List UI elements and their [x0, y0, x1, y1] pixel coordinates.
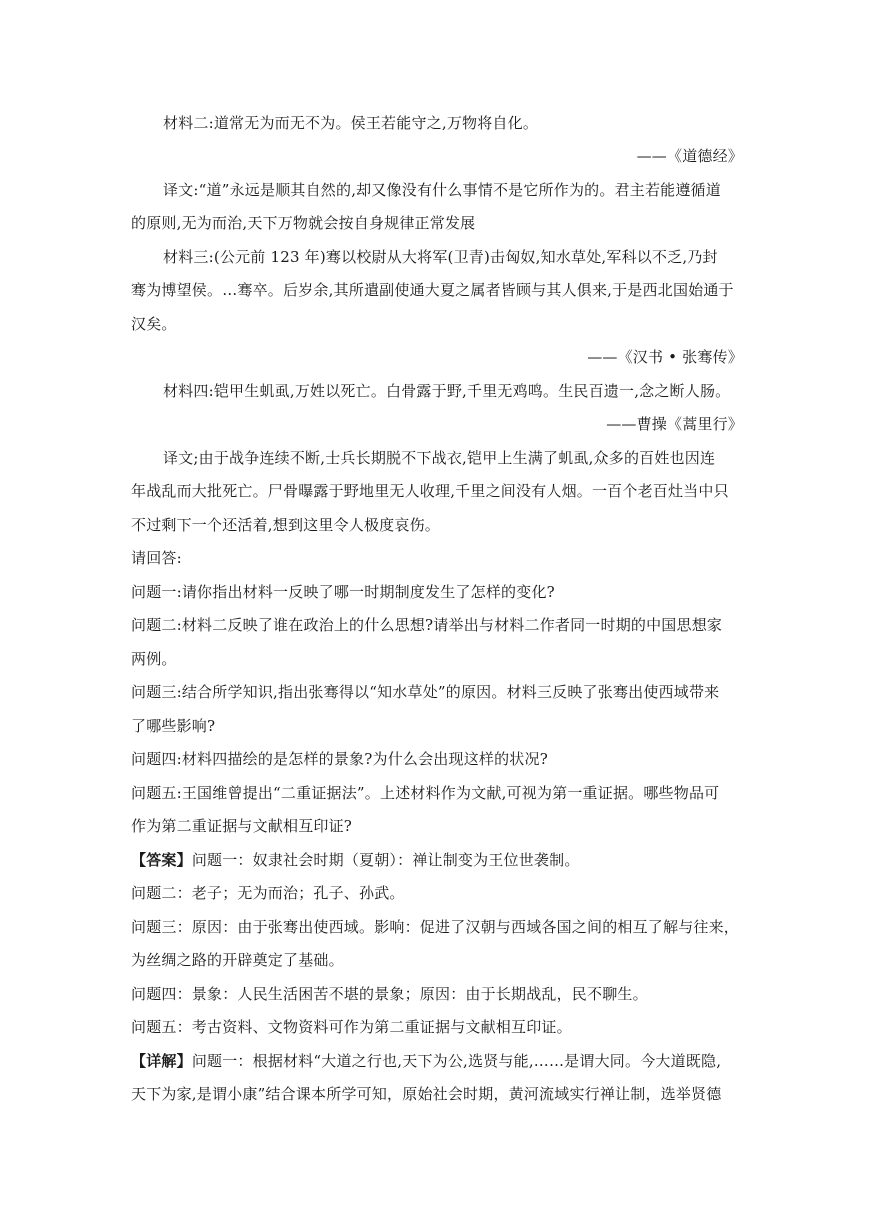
detail-line-1-text: 问题一：根据材料“大道之行也,天下为公,选贤与能,……是谓大同。今大道既隐, — [191, 1052, 722, 1070]
answer-one — [131, 849, 743, 871]
detail-line-2: 天下为家,是谓小康”结合课本所学可知，原始社会时期，黄河流域实行禅让制，选举贤德 — [131, 1085, 722, 1103]
answer-three-line-1: 问题三：原因：由于张骞出使西域。影响：促进了汉朝与西域各国之间的相互了解与往来， — [131, 918, 740, 936]
answer-one-text: 问题一：奴隶社会时期（夏朝）：禅让制变为王位世袭制。 — [191, 851, 580, 869]
translation-two-line-1: 译文:“道”永远是顺其自然的,却又像没有什么事情不是它所作为的。君主若能遵循道 — [163, 181, 721, 199]
answer-two: 问题二：老子；无为而治；孔子、孙武。 — [131, 884, 405, 902]
material-two-text: 材料二:道常无为而无不为。侯王若能守之,万物将自化。 — [163, 114, 539, 132]
translation-four-line-1: 译文;由于战争连续不断,士兵长期脱不下战衣,铠甲上生满了虮虱,众多的百姓也因连 — [163, 449, 716, 467]
translation-four-line-2: 年战乱而大批死亡。尸骨曝露于野地里无人收理,千里之间没有人烟。一百个老百灶当中只 — [131, 482, 729, 500]
question-four: 问题四:材料四描绘的是怎样的景象?为什么会出现这样的状况? — [131, 750, 548, 768]
question-five-line-2: 作为第二重证据与文献相互印证? — [131, 817, 353, 835]
question-one: 问题一:请你指出材料一反映了哪一时期制度发生了怎样的变化? — [131, 583, 555, 601]
please-answer: 请回答: — [131, 549, 182, 567]
source-haolixing: ——曹操《蒿里行》 — [606, 415, 743, 433]
answer-five: 问题五：考古资料、文物资料可作为第二重证据与文献相互印证。 — [131, 1018, 572, 1036]
question-three-line-2: 了哪些影响? — [131, 717, 216, 735]
question-three-line-1: 问题三:结合所学知识,指出张骞得以“知水草处”的原因。材料三反映了张骞出使西域带来 — [131, 683, 720, 701]
question-two-line-1: 问题二:材料二反映了谁在政治上的什么思想?请举出与材料二作者同一时期的中国思想家 — [131, 616, 723, 634]
answer-label: 【答案】 — [131, 851, 192, 869]
detail-line-1 — [131, 1050, 743, 1072]
document-page — [131, 0, 743, 1228]
material-three-line-3: 汉矣。 — [131, 315, 177, 333]
detail-label: 【详解】 — [131, 1052, 192, 1070]
source-hanshu: ——《汉书 • 张骞传》 — [587, 348, 743, 366]
answer-four: 问题四：景象：人民生活困苦不堪的景象；原因：由于长期战乱，民不聊生。 — [131, 985, 648, 1003]
material-three-line-1: 材料三:(公元前 123 年)骞以校尉从大将军(卫青)击匈奴,知水草处,军科以不乏,乃封 — [163, 248, 718, 266]
question-two-line-2: 两例。 — [131, 650, 177, 668]
material-four-text: 材料四:铠甲生虮虱,万姓以死亡。白骨露于野,千里无鸡鸣。生民百遗一,念之断人肠。 — [163, 382, 731, 400]
translation-four-line-3: 不过剩下一个还活着,想到这里令人极度哀伤。 — [131, 516, 440, 534]
translation-two-line-2: 的原则,无为而治,天下万物就会按自身规律正常发展 — [131, 214, 476, 232]
answer-three-line-2: 为丝绸之路的开辟奠定了基础。 — [131, 951, 344, 969]
material-three-line-2: 骞为博望侯。…骞卒。后岁余,其所遣副使通大夏之属者皆顾与其人俱来,于是西北国始通于 — [131, 281, 734, 299]
source-daodejing: ——《道德经》 — [636, 147, 743, 165]
question-five-line-1: 问题五:王国维曾提出“二重证据法”。上述材料作为文献,可视为第一重证据。哪些物品可 — [131, 784, 720, 802]
